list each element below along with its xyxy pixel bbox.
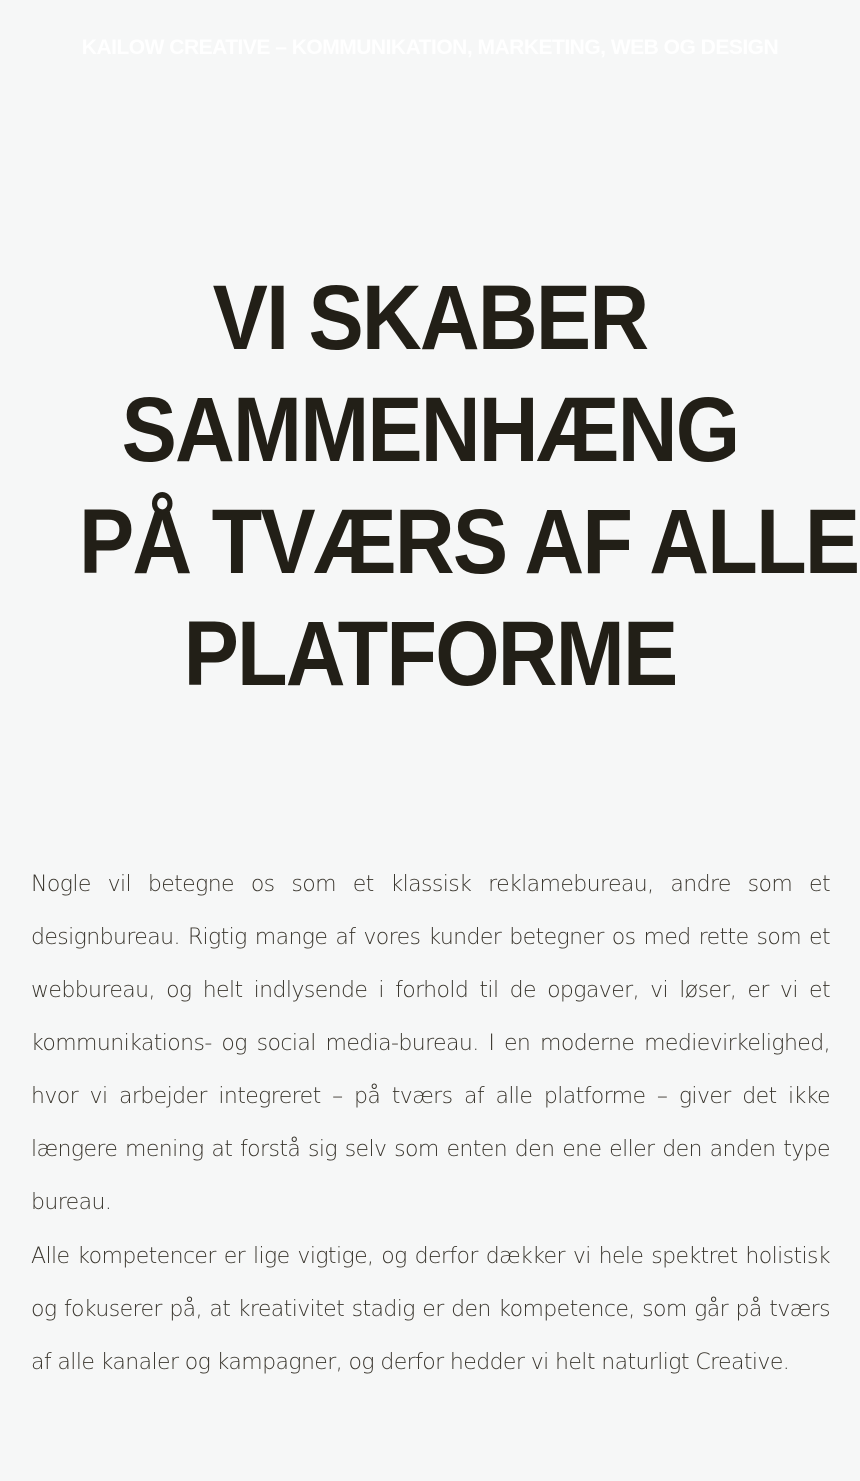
site-tagline: KAILOW CREATIVE – KOMMUNIKATION, MARKETING, WEB OG DESIGN: [81, 36, 779, 59]
hero-headline: [79, 262, 859, 710]
hero-headline-line: VI SKABER: [212, 267, 648, 369]
hero-headline-line: PÅ TVÆRS AF ALLE: [79, 491, 859, 593]
competence-paragraph: Alle kompetencer er lige vigtige, og derfor dækker vi hele spektret holistisk og fokuserer på, at kreativitet stadig er den kompetence, som går på tværs af alle kanaler og kampagner, og derfor hedder vi helt naturligt Creative.: [31, 1244, 830, 1375]
hero-headline-line: SAMMENHÆNG: [121, 379, 739, 481]
intro-paragraph: Nogle vil betegne os som et klassisk reklamebureau, andre som et designbureau. Rigtig mange af vores kunder betegner os med rette som et webbureau, og helt indlysende i forhold til de opgaver, vi løser, er vi et kommunikations- og social media-bureau. I en moderne medievirkelighed, hvor vi arbejder integreret – på tværs af alle platforme – giver det ikke længere mening at forstå sig selv som enten den ene eller den anden type bureau.: [31, 872, 830, 1215]
hero-headline-line: PLATFORME: [183, 603, 677, 705]
